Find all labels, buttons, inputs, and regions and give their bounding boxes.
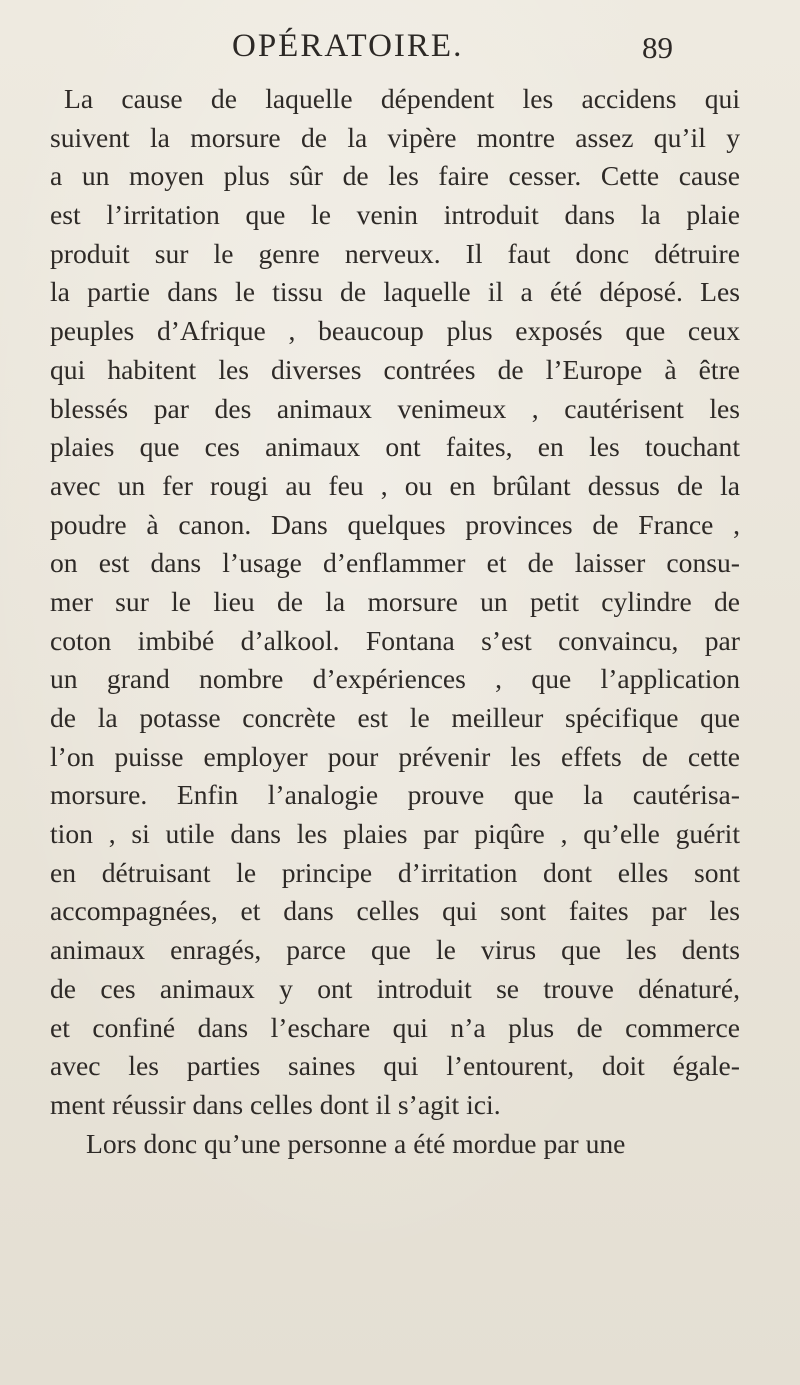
text-line: qui habitent les diverses contrées de l’Europe à être — [50, 353, 740, 385]
text-line: tion , si utile dans les plaies par piqûre , qu’elle guérit — [50, 818, 740, 850]
text-line: et confiné dans l’eschare qui n’a plus de commerce — [50, 1011, 740, 1043]
text-line: peuples d’Afrique , beaucoup plus exposés que ceux — [50, 315, 740, 347]
text-line: a un moyen plus sûr de les faire cesser. Cette cause — [50, 160, 740, 192]
running-title: OPÉRATOIRE. — [232, 28, 464, 64]
body-text — [50, 80, 740, 1163]
text-line: coton imbibé d’alkool. Fontana s’est convaincu, par — [50, 624, 740, 656]
text-line: produit sur le genre nerveux. Il faut donc détruire — [50, 237, 740, 269]
text-line: avec un fer rougi au feu , ou en brûlant dessus de la — [50, 469, 740, 501]
text-line: poudre à canon. Dans quelques provinces de France , — [50, 508, 740, 540]
text-line: l’on puisse employer pour prévenir les effets de cette — [50, 740, 740, 772]
text-line: ment réussir dans celles dont il s’agit ici. — [50, 1088, 501, 1120]
text-line: Lors donc qu’une personne a été mordue par une — [86, 1127, 626, 1159]
text-line: suivent la morsure de la vipère montre assez qu’il y — [50, 121, 740, 153]
page-header — [0, 20, 800, 76]
page-number: 89 — [642, 30, 673, 65]
text-line: mer sur le lieu de la morsure un petit cylindre de — [50, 585, 740, 617]
text-line: on est dans l’usage d’enflammer et de laisser consu- — [50, 547, 740, 579]
text-line: en détruisant le principe d’irritation dont elles sont — [50, 856, 740, 888]
text-line: de ces animaux y ont introduit se trouve dénaturé, — [50, 972, 740, 1004]
text-line: blessés par des animaux venimeux , cautérisent les — [50, 392, 740, 424]
text-line: un grand nombre d’expériences , que l’application — [50, 663, 740, 695]
text-line: La cause de laquelle dépendent les accidens qui — [64, 83, 740, 114]
text-line: morsure. Enfin l’analogie prouve que la cautérisa- — [50, 779, 740, 811]
text-line: est l’irritation que le venin introduit dans la plaie — [50, 199, 740, 231]
text-line: accompagnées, et dans celles qui sont faites par les — [50, 895, 740, 927]
text-line: la partie dans le tissu de laquelle il a été déposé. Les — [50, 276, 740, 308]
text-line: avec les parties saines qui l’entourent, doit égale- — [50, 1050, 740, 1082]
text-line: plaies que ces animaux ont faites, en les touchant — [50, 431, 740, 463]
text-line: animaux enragés, parce que le virus que les dents — [50, 934, 740, 966]
text-line: de la potasse concrète est le meilleur spécifique que — [50, 702, 740, 733]
